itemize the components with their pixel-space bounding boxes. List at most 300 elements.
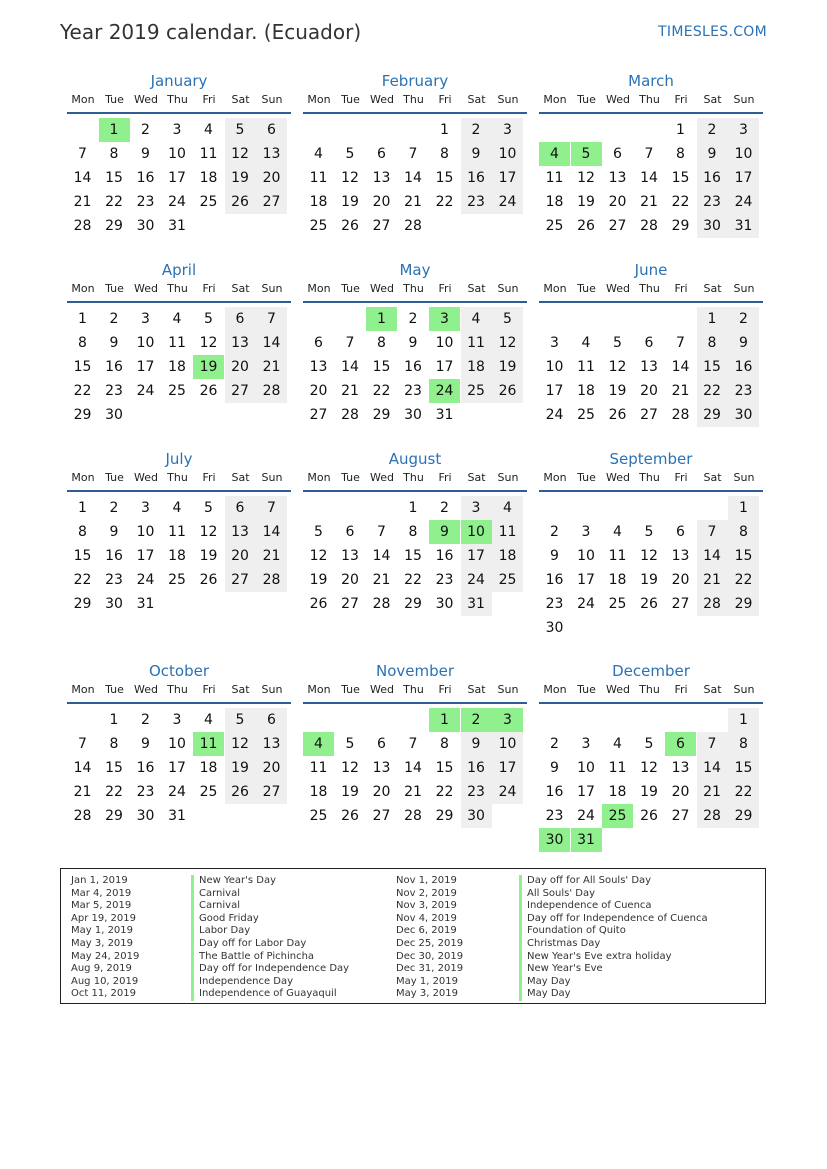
legend-date: May 3, 2019 — [396, 988, 459, 1000]
day-cell: 25 — [168, 572, 186, 588]
day-cell: 3 — [550, 335, 559, 351]
day-cell: 13 — [225, 331, 256, 355]
weekday-label: Sun — [497, 683, 519, 696]
legend-holiday-name: Independence of Cuenca — [519, 900, 708, 913]
month-november — [303, 660, 527, 848]
day-cell: 5 — [492, 307, 523, 331]
day-cell: 30 — [136, 218, 155, 234]
day-cell: 6 — [225, 496, 256, 520]
weekday-label: Tue — [577, 683, 596, 696]
day-cell: 6 — [256, 118, 287, 142]
day-cell: 14 — [671, 359, 690, 375]
weekday-label: Tue — [105, 282, 124, 295]
day-cell: 2 — [550, 736, 559, 752]
weekday-header — [539, 470, 763, 492]
holiday-day-cell: 31 — [571, 828, 602, 852]
weekday-label: Fri — [674, 471, 688, 484]
day-cell: 4 — [172, 311, 182, 327]
day-cell: 19 — [492, 355, 523, 379]
weekday-label: Wed — [606, 683, 630, 696]
month-name: April — [161, 261, 197, 279]
day-cell: 8 — [109, 146, 119, 162]
legend-holiday-name: Labor Day — [191, 925, 349, 938]
day-cell: 16 — [404, 359, 422, 375]
weekday-label: Thu — [639, 683, 660, 696]
day-cell: 11 — [309, 170, 328, 186]
holiday-day-cell: 2 — [461, 708, 492, 732]
day-cell: 25 — [461, 379, 492, 403]
day-cell: 25 — [577, 407, 595, 423]
day-cell: 9 — [141, 146, 150, 162]
day-cell: 2 — [461, 118, 492, 142]
day-grid — [303, 303, 527, 447]
day-cell: 21 — [73, 194, 92, 210]
day-cell: 2 — [728, 307, 759, 331]
day-cell: 10 — [577, 548, 595, 564]
day-cell: 14 — [697, 756, 728, 780]
day-cell: 15 — [435, 170, 454, 186]
weekday-label: Fri — [202, 683, 216, 696]
day-cell: 23 — [105, 383, 123, 399]
day-cell: 3 — [172, 122, 182, 138]
day-cell: 20 — [341, 572, 359, 588]
weekday-header — [539, 281, 763, 303]
legend-date: Dec 31, 2019 — [396, 963, 464, 975]
day-grid — [303, 704, 527, 848]
day-cell: 1 — [109, 712, 119, 728]
day-cell: 26 — [225, 780, 256, 804]
legend-date: Mar 4, 2019 — [71, 887, 132, 899]
weekday-header — [303, 682, 527, 704]
holiday-day-cell: 19 — [193, 355, 224, 379]
day-cell: 1 — [697, 307, 728, 331]
weekday-label: Sun — [733, 683, 755, 696]
day-cell: 16 — [545, 784, 564, 800]
day-cell: 20 — [256, 166, 287, 190]
day-cell: 29 — [73, 407, 92, 423]
weekday-label: Thu — [403, 282, 424, 295]
weekday-header — [303, 470, 527, 492]
day-cell: 22 — [728, 780, 759, 804]
day-cell: 4 — [613, 524, 622, 540]
day-cell: 24 — [136, 383, 155, 399]
weekday-label: Tue — [341, 683, 360, 696]
legend-holiday-name: Christmas Day — [519, 938, 708, 951]
weekday-label: Fri — [674, 683, 688, 696]
day-cell: 29 — [728, 804, 759, 828]
day-cell: 15 — [435, 760, 454, 776]
day-cell: 2 — [141, 712, 150, 728]
day-cell: 2 — [408, 311, 418, 327]
weekday-label: Fri — [438, 471, 452, 484]
legend-right-names — [519, 875, 708, 1001]
month-march — [539, 70, 763, 258]
day-cell: 10 — [728, 142, 759, 166]
day-cell: 11 — [608, 760, 627, 776]
month-name: July — [165, 450, 193, 468]
day-cell: 1 — [676, 122, 685, 138]
day-cell: 28 — [404, 218, 422, 234]
month-august — [303, 448, 527, 636]
legend-date: Dec 25, 2019 — [396, 937, 464, 949]
legend-holiday-name: The Battle of Pichincha — [191, 951, 349, 964]
day-cell: 20 — [671, 784, 690, 800]
holiday-day-cell: 11 — [193, 732, 224, 756]
day-cell: 16 — [461, 756, 492, 780]
day-cell: 12 — [225, 732, 256, 756]
day-cell: 22 — [671, 194, 690, 210]
day-cell: 14 — [404, 170, 422, 186]
day-cell: 7 — [408, 146, 418, 162]
day-cell: 4 — [172, 500, 182, 516]
day-cell: 17 — [492, 166, 523, 190]
weekday-header — [67, 470, 291, 492]
day-cell: 19 — [225, 756, 256, 780]
weekday-label: Fri — [438, 93, 452, 106]
weekday-label: Thu — [167, 93, 188, 106]
day-cell: 26 — [608, 407, 627, 423]
legend-holiday-name: New Year's Eve extra holiday — [519, 951, 708, 964]
day-cell: 10 — [168, 736, 186, 752]
day-cell: 31 — [168, 218, 186, 234]
day-cell: 17 — [435, 359, 454, 375]
day-cell: 18 — [545, 194, 564, 210]
weekday-label: Sat — [467, 282, 486, 295]
weekday-label: Mon — [307, 471, 331, 484]
month-name: November — [375, 662, 455, 680]
day-cell: 30 — [728, 403, 759, 427]
weekday-label: Sat — [231, 683, 250, 696]
weekday-header — [67, 281, 291, 303]
legend-holiday-name: Day off for Independence of Cuenca — [519, 913, 708, 926]
day-cell: 16 — [136, 170, 155, 186]
day-cell: 28 — [73, 218, 92, 234]
day-cell: 19 — [225, 166, 256, 190]
day-cell: 29 — [73, 596, 92, 612]
weekday-label: Sat — [231, 93, 250, 106]
holiday-day-cell: 1 — [429, 708, 460, 732]
legend-date: May 24, 2019 — [71, 950, 140, 962]
legend-holiday-name: Independence of Guayaquil — [191, 988, 349, 1001]
day-cell: 24 — [492, 780, 523, 804]
day-cell: 4 — [581, 335, 591, 351]
day-cell: 9 — [109, 524, 119, 540]
day-cell: 21 — [372, 572, 391, 588]
day-cell: 7 — [377, 524, 386, 540]
day-cell: 9 — [728, 331, 759, 355]
day-cell: 18 — [608, 784, 627, 800]
day-cell: 11 — [545, 170, 564, 186]
day-cell: 9 — [697, 142, 728, 166]
day-cell: 16 — [697, 166, 728, 190]
weekday-label: Thu — [403, 93, 424, 106]
weekday-header — [67, 92, 291, 114]
day-cell: 18 — [168, 548, 186, 564]
month-name: February — [381, 72, 449, 90]
day-cell: 25 — [608, 596, 627, 612]
weekday-label: Mon — [543, 683, 567, 696]
legend-holiday-name: Day off for Labor Day — [191, 938, 349, 951]
brand-link[interactable]: TIMESLES.COM — [658, 24, 767, 40]
weekday-label: Wed — [606, 93, 630, 106]
day-cell: 11 — [309, 760, 328, 776]
weekday-label: Wed — [370, 93, 394, 106]
day-cell: 30 — [105, 407, 123, 423]
holiday-day-cell: 5 — [571, 142, 602, 166]
day-cell: 12 — [640, 548, 658, 564]
day-cell: 8 — [377, 335, 386, 351]
day-cell: 12 — [341, 170, 359, 186]
legend-date: Jan 1, 2019 — [71, 875, 128, 886]
day-cell: 17 — [136, 359, 155, 375]
day-grid — [67, 704, 291, 848]
day-cell: 22 — [404, 572, 422, 588]
day-cell: 26 — [341, 808, 359, 824]
holiday-day-cell: 4 — [303, 732, 334, 756]
day-cell: 1 — [408, 500, 418, 516]
day-cell: 9 — [109, 335, 119, 351]
holiday-day-cell: 6 — [665, 732, 696, 756]
legend-date: May 1, 2019 — [71, 925, 134, 937]
day-cell: 17 — [461, 544, 492, 568]
day-cell: 23 — [545, 808, 564, 824]
day-cell: 11 — [608, 548, 627, 564]
weekday-label: Mon — [71, 471, 95, 484]
day-cell: 18 — [577, 383, 595, 399]
day-cell: 21 — [697, 568, 728, 592]
day-cell: 25 — [199, 194, 218, 210]
day-cell: 26 — [309, 596, 328, 612]
day-cell: 15 — [404, 548, 422, 564]
day-cell: 11 — [168, 524, 186, 540]
weekday-label: Sat — [467, 471, 486, 484]
day-cell: 5 — [644, 736, 654, 752]
day-cell: 11 — [168, 335, 186, 351]
day-cell: 4 — [204, 122, 213, 138]
day-cell: 24 — [461, 568, 492, 592]
day-cell: 30 — [404, 407, 422, 423]
weekday-label: Fri — [674, 93, 688, 106]
day-cell: 27 — [256, 190, 287, 214]
weekday-label: Tue — [577, 282, 596, 295]
day-cell: 7 — [697, 520, 728, 544]
weekday-label: Sun — [733, 471, 755, 484]
day-cell: 6 — [377, 146, 386, 162]
day-cell: 31 — [728, 214, 759, 238]
day-cell: 19 — [640, 784, 658, 800]
day-cell: 21 — [73, 784, 92, 800]
day-cell: 1 — [728, 496, 759, 520]
legend-date: Aug 9, 2019 — [71, 963, 132, 975]
day-cell: 29 — [372, 407, 391, 423]
day-cell: 3 — [172, 712, 182, 728]
day-cell: 9 — [408, 335, 418, 351]
day-cell: 6 — [345, 524, 355, 540]
day-cell: 11 — [199, 146, 218, 162]
weekday-label: Thu — [639, 93, 660, 106]
day-cell: 28 — [697, 804, 728, 828]
day-cell: 31 — [461, 592, 492, 616]
day-cell: 29 — [728, 592, 759, 616]
month-name: August — [388, 450, 442, 468]
day-cell: 20 — [372, 784, 391, 800]
day-cell: 25 — [168, 383, 186, 399]
day-cell: 24 — [492, 190, 523, 214]
day-cell: 18 — [492, 544, 523, 568]
day-cell: 4 — [613, 736, 622, 752]
day-cell: 27 — [372, 808, 391, 824]
day-cell: 28 — [404, 808, 422, 824]
month-december — [539, 660, 763, 848]
weekday-label: Sun — [497, 93, 519, 106]
day-cell: 13 — [341, 548, 359, 564]
weekday-label: Mon — [307, 282, 331, 295]
day-cell: 29 — [105, 808, 123, 824]
legend-date: Nov 3, 2019 — [396, 900, 457, 912]
day-cell: 16 — [728, 355, 759, 379]
weekday-label: Sun — [497, 471, 519, 484]
day-cell: 17 — [168, 760, 186, 776]
day-cell: 26 — [199, 572, 218, 588]
weekday-label: Sun — [261, 471, 283, 484]
day-cell: 5 — [225, 118, 256, 142]
holiday-day-cell: 9 — [429, 520, 460, 544]
month-name: December — [612, 662, 690, 680]
day-cell: 7 — [408, 736, 418, 752]
day-cell: 6 — [644, 335, 654, 351]
day-cell: 2 — [440, 500, 449, 516]
day-cell: 7 — [78, 736, 87, 752]
day-cell: 24 — [577, 808, 595, 824]
day-cell: 2 — [109, 311, 119, 327]
legend-date: Nov 4, 2019 — [396, 912, 457, 924]
day-cell: 15 — [73, 359, 92, 375]
legend-holiday-name: Carnival — [191, 900, 349, 913]
weekday-label: Fri — [438, 282, 452, 295]
day-cell: 18 — [168, 359, 186, 375]
weekday-label: Tue — [105, 471, 124, 484]
holiday-day-cell: 3 — [429, 307, 460, 331]
weekday-label: Mon — [307, 683, 331, 696]
weekday-label: Tue — [341, 282, 360, 295]
day-cell: 8 — [78, 335, 87, 351]
day-cell: 14 — [73, 170, 92, 186]
month-name: January — [150, 72, 208, 90]
legend-date: Nov 2, 2019 — [396, 887, 457, 899]
day-cell: 8 — [728, 520, 759, 544]
day-cell: 22 — [435, 194, 454, 210]
day-cell: 26 — [577, 218, 595, 234]
day-cell: 6 — [225, 307, 256, 331]
day-cell: 20 — [256, 756, 287, 780]
legend-left-dates — [71, 875, 139, 1001]
day-cell: 28 — [372, 596, 391, 612]
legend-date: Mar 5, 2019 — [71, 900, 132, 912]
day-cell: 1 — [78, 500, 87, 516]
day-cell: 20 — [309, 383, 328, 399]
month-february — [303, 70, 527, 258]
day-cell: 28 — [697, 592, 728, 616]
day-cell: 24 — [168, 194, 186, 210]
day-cell: 23 — [545, 596, 564, 612]
month-name: March — [628, 72, 674, 90]
day-cell: 28 — [256, 568, 287, 592]
weekday-label: Mon — [543, 471, 567, 484]
day-cell: 2 — [141, 122, 150, 138]
day-cell: 26 — [640, 596, 658, 612]
day-cell: 5 — [314, 524, 323, 540]
day-grid — [539, 704, 763, 848]
day-cell: 15 — [105, 760, 123, 776]
day-cell: 18 — [608, 572, 627, 588]
month-may — [303, 259, 527, 447]
holiday-day-cell: 3 — [492, 708, 523, 732]
day-cell: 22 — [697, 379, 728, 403]
weekday-label: Wed — [134, 471, 158, 484]
weekday-label: Thu — [167, 471, 188, 484]
weekday-label: Sun — [733, 282, 755, 295]
day-cell: 23 — [461, 780, 492, 804]
day-cell: 14 — [256, 520, 287, 544]
day-cell: 15 — [372, 359, 391, 375]
weekday-header — [303, 92, 527, 114]
weekday-label: Thu — [403, 683, 424, 696]
day-cell: 19 — [640, 572, 658, 588]
weekday-label: Fri — [202, 282, 216, 295]
day-cell: 8 — [440, 736, 449, 752]
legend-holiday-name: May Day — [519, 976, 708, 989]
day-cell: 18 — [309, 784, 328, 800]
day-cell: 27 — [640, 407, 658, 423]
holiday-day-cell: 1 — [99, 118, 130, 142]
day-cell: 8 — [697, 331, 728, 355]
day-cell: 23 — [728, 379, 759, 403]
weekday-label: Tue — [341, 93, 360, 106]
legend-holiday-name: Foundation of Quito — [519, 925, 708, 938]
legend-date: Aug 10, 2019 — [71, 975, 139, 987]
day-grid — [539, 303, 763, 447]
day-cell: 12 — [225, 142, 256, 166]
day-cell: 2 — [550, 524, 559, 540]
day-cell: 1 — [440, 122, 449, 138]
day-cell: 23 — [697, 190, 728, 214]
weekday-label: Wed — [370, 282, 394, 295]
day-cell: 27 — [309, 407, 328, 423]
day-cell: 15 — [105, 170, 123, 186]
day-cell: 23 — [435, 572, 454, 588]
day-cell: 27 — [256, 780, 287, 804]
day-cell: 14 — [372, 548, 391, 564]
weekday-label: Sat — [231, 471, 250, 484]
weekday-label: Sat — [467, 93, 486, 106]
weekday-label: Wed — [134, 93, 158, 106]
weekday-label: Thu — [167, 683, 188, 696]
day-cell: 4 — [314, 146, 323, 162]
day-grid — [67, 492, 291, 636]
day-cell: 6 — [377, 736, 386, 752]
day-cell: 27 — [372, 218, 391, 234]
day-cell: 15 — [697, 355, 728, 379]
day-cell: 27 — [671, 808, 690, 824]
day-cell: 24 — [545, 407, 564, 423]
legend-holiday-name: Carnival — [191, 888, 349, 901]
day-cell: 13 — [640, 359, 658, 375]
page-title: Year 2019 calendar. (Ecuador) — [60, 20, 362, 44]
day-cell: 10 — [492, 732, 523, 756]
day-cell: 1 — [78, 311, 87, 327]
day-cell: 16 — [136, 760, 155, 776]
day-cell: 13 — [671, 548, 690, 564]
